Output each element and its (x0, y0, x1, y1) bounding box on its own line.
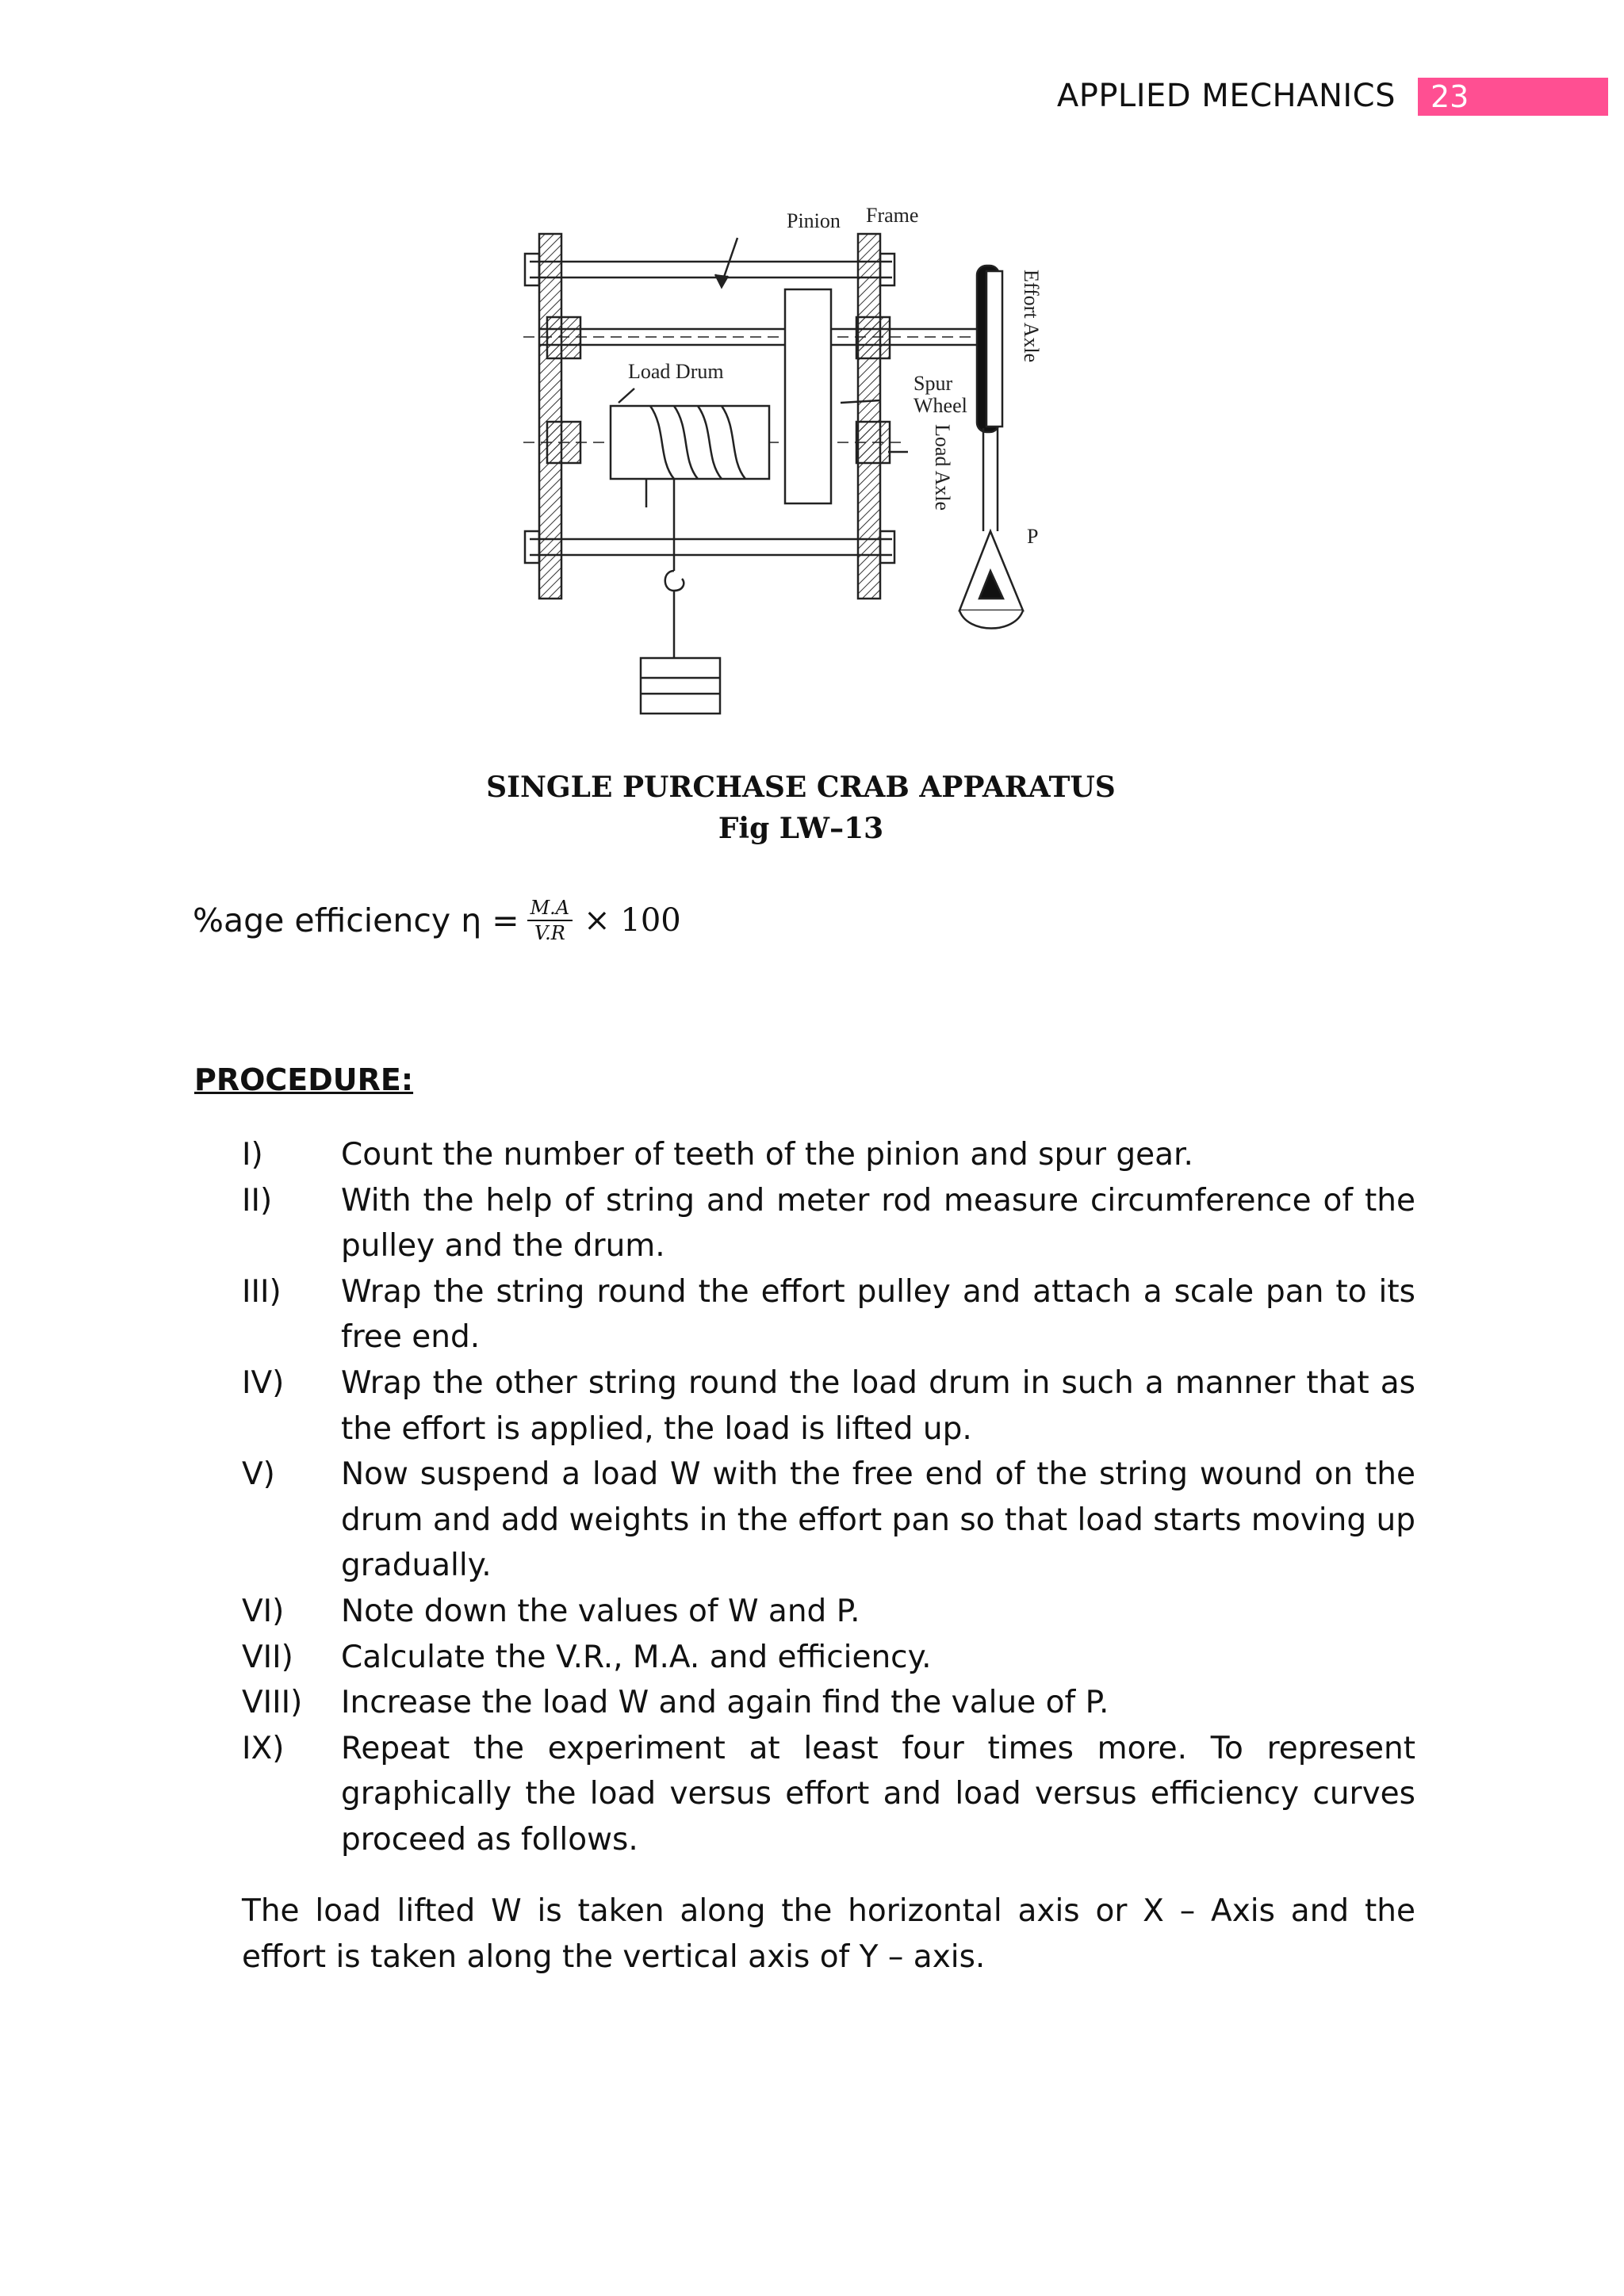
spur-label: Spur (914, 372, 953, 395)
crab-apparatus-diagram (508, 190, 1078, 745)
procedure-step (242, 1178, 1415, 1269)
figure-caption-title: SINGLE PURCHASE CRAB APPARATUS (486, 771, 1116, 804)
procedure-heading: PROCEDURE: (194, 1062, 414, 1097)
effort-axle-label: Effort Axle (1020, 270, 1043, 363)
efficiency-formula (193, 896, 681, 945)
left-upper-bearing (547, 317, 580, 358)
right-frame-plate (858, 234, 880, 599)
procedure-steps-list (242, 1132, 1415, 1863)
step-text: Note down the values of W and P. (341, 1593, 860, 1629)
step-number: V) (242, 1456, 275, 1493)
wheel-label: Wheel (914, 394, 967, 417)
step-text: With the help of string and meter rod measure circumference of the pulley and the drum. (341, 1182, 1415, 1265)
step-number: VII) (242, 1639, 293, 1675)
right-upper-bearing (856, 317, 890, 358)
figure-caption-number: Fig LW–13 (718, 812, 884, 845)
step-text: Now suspend a load W with the free end of the string wound on the drum and add weights in the effort pan so that load starts moving up gradually. (341, 1456, 1415, 1584)
step-number: IV) (242, 1364, 285, 1401)
procedure-step (242, 1680, 1415, 1726)
step-number: I) (242, 1137, 263, 1173)
page-number-badge: 23 (1418, 78, 1608, 116)
formula-numerator: M.A (527, 896, 573, 921)
step-text: Increase the load W and again find the value of P. (341, 1685, 1109, 1721)
step-number: VI) (242, 1593, 285, 1629)
frame-label: Frame (866, 204, 919, 227)
formula-denominator: V.R (534, 922, 565, 944)
running-header-title: APPLIED MECHANICS (1056, 78, 1396, 114)
step-number: II) (242, 1182, 273, 1219)
load-axle-label: Load Axle (931, 424, 954, 511)
step-text: Repeat the experiment at least four times more. To represent graphically the load versus effort and load versus efficiency curves proceed as follows. (341, 1730, 1415, 1858)
step-text: Count the number of teeth of the pinion and spur gear. (341, 1137, 1193, 1173)
procedure-step (242, 1269, 1415, 1360)
closing-paragraph: The load lifted W is taken along the horizontal axis or X – Axis and the effort is taken along the vertical axis of Y – axis. (242, 1893, 1415, 1975)
procedure-step (242, 1360, 1415, 1452)
formula-fraction (527, 896, 573, 945)
procedure-step (242, 1726, 1415, 1863)
step-text: Wrap the other string round the load drum in such a manner that as the effort is applied, the load is lifted up. (341, 1364, 1415, 1447)
step-number: VIII) (242, 1685, 303, 1721)
procedure-step (242, 1452, 1415, 1589)
spur-wheel (785, 289, 831, 503)
procedure-step (242, 1132, 1415, 1178)
step-text: Wrap the string round the effort pulley and attach a scale pan to its free end. (341, 1273, 1415, 1356)
pinion-label: Pinion (787, 209, 841, 232)
load-drum-label: Load Drum (628, 360, 724, 383)
step-text: Calculate the V.R., M.A. and efficiency. (341, 1639, 932, 1675)
formula-label: %age efficiency η = (193, 901, 519, 939)
load-drum (611, 406, 769, 479)
step-number: IX) (242, 1730, 285, 1766)
load-weight (641, 658, 720, 714)
step-number: III) (242, 1273, 282, 1310)
left-frame-plate (539, 234, 561, 599)
procedure-step (242, 1589, 1415, 1635)
p-label: P (1027, 525, 1039, 548)
formula-multiplier: × 100 (584, 902, 681, 939)
procedure-step (242, 1635, 1415, 1681)
